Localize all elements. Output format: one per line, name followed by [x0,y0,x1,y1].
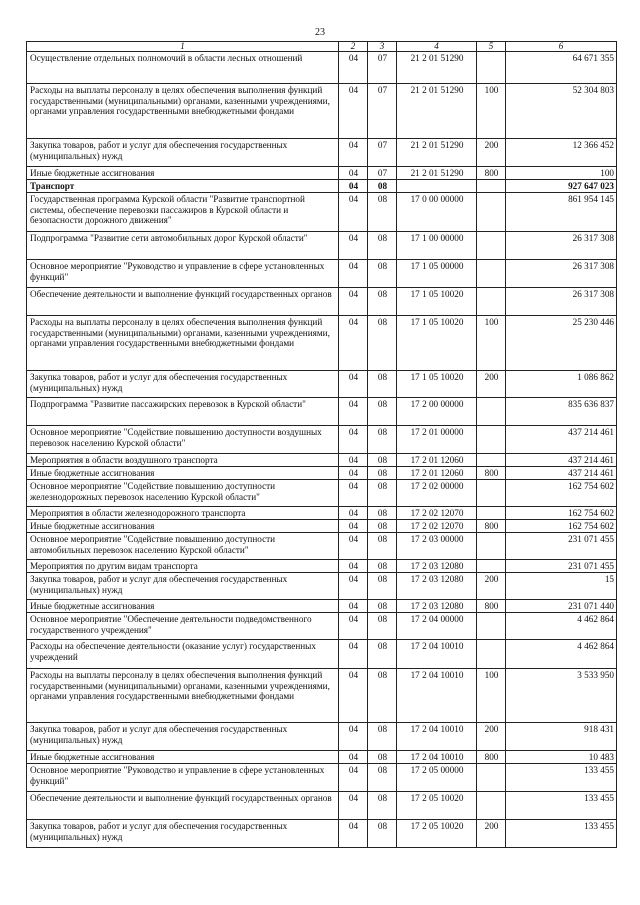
row-expense-type [477,640,506,669]
row-expense-type: 800 [477,520,506,533]
row-name: Расходы на выплаты персоналу в целях обеспечения выполнения функций государственными (муниципальными) органами, казенными учреждениями, органами управления государственными внебюджетными фондами [27,669,339,723]
row-target-article: 21 2 01 51290 [397,167,477,180]
row-target-article: 17 2 05 10020 [397,792,477,820]
row-expense-type [477,507,506,520]
row-name: Закупка товаров, работ и услуг для обеспечения государственных (муниципальных) нужд [27,723,339,751]
table-row [27,232,617,260]
row-section: 04 [339,139,368,167]
row-expense-type [477,426,506,454]
row-amount: 12 366 452 [506,139,617,167]
row-name: Мероприятия по другим видам транспорта [27,560,339,573]
row-subsection: 07 [368,139,397,167]
row-target-article [397,180,477,193]
table-row [27,139,617,167]
row-section: 04 [339,467,368,480]
row-name: Закупка товаров, работ и услуг для обеспечения государственных (муниципальных) нужд [27,139,339,167]
table-row [27,180,617,193]
row-expense-type: 100 [477,669,506,723]
row-subsection: 08 [368,467,397,480]
row-name: Закупка товаров, работ и услуг для обеспечения государственных (муниципальных) нужд [27,371,339,398]
row-subsection: 08 [368,232,397,260]
row-target-article: 21 2 01 51290 [397,52,477,84]
row-expense-type [477,193,506,232]
table-row [27,480,617,507]
row-target-article: 17 1 00 00000 [397,232,477,260]
table-row [27,507,617,520]
row-name: Расходы на выплаты персоналу в целях обеспечения выполнения функций государственными (муниципальными) органами, казенными учреждениями, органами управления государственными внебюджетными фондами [27,84,339,139]
row-amount: 3 533 950 [506,669,617,723]
table-row [27,792,617,820]
row-subsection: 08 [368,723,397,751]
row-amount: 4 462 864 [506,640,617,669]
row-subsection: 08 [368,573,397,600]
row-target-article: 17 2 02 00000 [397,480,477,507]
row-name: Закупка товаров, работ и услуг для обеспечения государственных (муниципальных) нужд [27,820,339,848]
row-target-article: 21 2 01 51290 [397,139,477,167]
row-amount: 133 455 [506,764,617,792]
row-subsection: 08 [368,288,397,316]
row-expense-type [477,260,506,288]
row-expense-type [477,454,506,467]
row-section: 04 [339,52,368,84]
row-subsection: 08 [368,640,397,669]
row-amount: 231 071 455 [506,533,617,560]
row-section: 04 [339,193,368,232]
row-amount: 26 317 308 [506,232,617,260]
table-row [27,467,617,480]
row-subsection: 08 [368,669,397,723]
table-row [27,613,617,640]
row-amount: 162 754 602 [506,480,617,507]
row-expense-type [477,613,506,640]
row-expense-type: 100 [477,316,506,371]
row-name: Подпрограмма "Развитие пассажирских перевозок в Курской области" [27,398,339,426]
row-section: 04 [339,316,368,371]
row-section: 04 [339,764,368,792]
row-amount: 162 754 602 [506,520,617,533]
row-amount: 26 317 308 [506,288,617,316]
row-expense-type [477,560,506,573]
table-row [27,288,617,316]
row-name: Иные бюджетные ассигнования [27,520,339,533]
table-body [27,52,617,848]
row-section: 04 [339,613,368,640]
table-row [27,398,617,426]
row-section: 04 [339,426,368,454]
row-section: 04 [339,640,368,669]
row-section: 04 [339,751,368,764]
row-target-article: 17 1 05 10020 [397,371,477,398]
row-expense-type: 100 [477,84,506,139]
row-name: Основное мероприятие "Руководство и управление в сфере установленных функций" [27,764,339,792]
row-subsection: 08 [368,316,397,371]
row-subsection: 08 [368,600,397,613]
row-section: 04 [339,167,368,180]
row-target-article: 17 2 02 12070 [397,520,477,533]
row-target-article: 17 2 03 12080 [397,573,477,600]
row-amount: 437 214 461 [506,426,617,454]
row-target-article: 17 2 03 12080 [397,600,477,613]
table-row [27,84,617,139]
column-header: 3 [368,42,397,52]
column-header: 2 [339,42,368,52]
row-amount: 52 304 803 [506,84,617,139]
table-row [27,600,617,613]
row-subsection: 08 [368,560,397,573]
header-row [27,42,617,52]
row-name: Обеспечение деятельности и выполнение функций государственных органов [27,792,339,820]
row-amount: 133 455 [506,792,617,820]
table-row [27,52,617,84]
row-section: 04 [339,454,368,467]
row-expense-type: 800 [477,167,506,180]
row-subsection: 08 [368,180,397,193]
row-name: Основное мероприятие "Содействие повышению доступности воздушных перевозок населению Курской области" [27,426,339,454]
table-row [27,454,617,467]
row-subsection: 07 [368,84,397,139]
row-section: 04 [339,600,368,613]
row-subsection: 08 [368,398,397,426]
row-section: 04 [339,792,368,820]
row-amount: 918 431 [506,723,617,751]
row-target-article: 17 2 04 00000 [397,613,477,640]
row-section: 04 [339,398,368,426]
row-section: 04 [339,260,368,288]
row-expense-type: 800 [477,751,506,764]
row-amount: 15 [506,573,617,600]
row-name: Подпрограмма "Развитие сети автомобильных дорог Курской области" [27,232,339,260]
row-target-article: 17 0 00 00000 [397,193,477,232]
row-name: Расходы на выплаты персоналу в целях обеспечения выполнения функций государственными (муниципальными) органами, казенными учреждениями, органами управления государственными внебюджетными фондами [27,316,339,371]
column-header: 6 [506,42,617,52]
row-expense-type: 800 [477,600,506,613]
row-section: 04 [339,820,368,848]
table-row [27,193,617,232]
row-amount: 231 071 455 [506,560,617,573]
row-name: Иные бюджетные ассигнования [27,751,339,764]
table-row [27,520,617,533]
row-name: Иные бюджетные ассигнования [27,467,339,480]
row-expense-type [477,52,506,84]
row-expense-type: 200 [477,820,506,848]
row-name: Закупка товаров, работ и услуг для обеспечения государственных (муниципальных) нужд [27,573,339,600]
row-name: Государственная программа Курской области "Развитие транспортной системы, обеспечение перевозки пассажиров в Курской области и безопасности дорожного движения" [27,193,339,232]
row-amount: 4 462 864 [506,613,617,640]
column-header: 1 [27,42,339,52]
row-section: 04 [339,533,368,560]
row-section: 04 [339,560,368,573]
row-amount: 64 671 355 [506,52,617,84]
column-header: 4 [397,42,477,52]
row-name: Осуществление отдельных полномочий в области лесных отношений [27,52,339,84]
column-header: 5 [477,42,506,52]
table-row [27,533,617,560]
row-amount: 162 754 602 [506,507,617,520]
table-row [27,751,617,764]
row-subsection: 08 [368,820,397,848]
row-amount: 861 954 145 [506,193,617,232]
row-name: Расходы на обеспечение деятельности (оказание услуг) государственных учреждений [27,640,339,669]
row-target-article: 17 2 05 10020 [397,820,477,848]
row-expense-type [477,398,506,426]
row-section: 04 [339,480,368,507]
table-row [27,640,617,669]
row-expense-type: 200 [477,371,506,398]
row-name: Основное мероприятие "Обеспечение деятельности подведомственного государственного учреждения" [27,613,339,640]
row-subsection: 08 [368,520,397,533]
row-subsection: 08 [368,751,397,764]
row-amount: 927 647 023 [506,180,617,193]
row-section: 04 [339,520,368,533]
row-expense-type: 200 [477,139,506,167]
table-row [27,167,617,180]
row-target-article: 17 2 04 10010 [397,640,477,669]
row-subsection: 07 [368,52,397,84]
row-target-article: 17 2 01 12060 [397,454,477,467]
row-expense-type: 200 [477,723,506,751]
row-target-article: 17 2 04 10010 [397,669,477,723]
row-expense-type: 800 [477,467,506,480]
row-section: 04 [339,371,368,398]
row-subsection: 08 [368,792,397,820]
row-target-article: 17 2 00 00000 [397,398,477,426]
row-expense-type [477,764,506,792]
row-target-article: 17 1 05 10020 [397,316,477,371]
row-subsection: 08 [368,426,397,454]
table-row [27,820,617,848]
row-target-article: 21 2 01 51290 [397,84,477,139]
row-section: 04 [339,180,368,193]
row-subsection: 08 [368,613,397,640]
row-section: 04 [339,669,368,723]
row-target-article: 17 1 05 00000 [397,260,477,288]
row-name: Иные бюджетные ассигнования [27,600,339,613]
row-section: 04 [339,507,368,520]
table-row [27,764,617,792]
row-section: 04 [339,573,368,600]
row-amount: 100 [506,167,617,180]
row-section: 04 [339,232,368,260]
row-target-article: 17 2 02 12070 [397,507,477,520]
row-amount: 1 086 862 [506,371,617,398]
row-name: Мероприятия в области железнодорожного транспорта [27,507,339,520]
row-subsection: 07 [368,167,397,180]
row-name: Обеспечение деятельности и выполнение функций государственных органов [27,288,339,316]
row-expense-type: 200 [477,573,506,600]
row-section: 04 [339,723,368,751]
row-amount: 231 071 440 [506,600,617,613]
row-amount: 437 214 461 [506,467,617,480]
row-amount: 10 483 [506,751,617,764]
row-expense-type [477,232,506,260]
row-amount: 26 317 308 [506,260,617,288]
row-expense-type [477,533,506,560]
row-amount: 25 230 446 [506,316,617,371]
row-target-article: 17 2 01 12060 [397,467,477,480]
budget-table [26,41,617,848]
table-row [27,260,617,288]
row-target-article: 17 1 05 10020 [397,288,477,316]
row-target-article: 17 2 04 10010 [397,723,477,751]
page-number: 23 [315,27,325,38]
row-subsection: 08 [368,764,397,792]
row-target-article: 17 2 04 10010 [397,751,477,764]
row-target-article: 17 2 03 12080 [397,560,477,573]
row-subsection: 08 [368,371,397,398]
row-section: 04 [339,288,368,316]
table-row [27,426,617,454]
row-name: Иные бюджетные ассигнования [27,167,339,180]
row-expense-type [477,792,506,820]
table-row [27,669,617,723]
row-expense-type [477,180,506,193]
row-amount: 835 636 837 [506,398,617,426]
row-subsection: 08 [368,193,397,232]
table-row [27,316,617,371]
row-target-article: 17 2 01 00000 [397,426,477,454]
row-expense-type [477,480,506,507]
row-amount: 437 214 461 [506,454,617,467]
row-section: 04 [339,84,368,139]
row-target-article: 17 2 05 00000 [397,764,477,792]
row-subsection: 08 [368,533,397,560]
row-subsection: 08 [368,507,397,520]
table-row [27,723,617,751]
row-name: Основное мероприятие "Руководство и управление в сфере установленных функций" [27,260,339,288]
table-row [27,560,617,573]
row-name: Мероприятия в области воздушного транспорта [27,454,339,467]
row-name: Основное мероприятие "Содействие повышению доступности железнодорожных перевозок населению Курской области" [27,480,339,507]
row-name: Основное мероприятие "Содействие повышению доступности автомобильных перевозок населению Курской области" [27,533,339,560]
row-name: Транспорт [27,180,339,193]
row-expense-type [477,288,506,316]
table-row [27,371,617,398]
row-target-article: 17 2 03 00000 [397,533,477,560]
row-amount: 133 455 [506,820,617,848]
row-subsection: 08 [368,454,397,467]
table-row [27,573,617,600]
row-subsection: 08 [368,260,397,288]
row-subsection: 08 [368,480,397,507]
